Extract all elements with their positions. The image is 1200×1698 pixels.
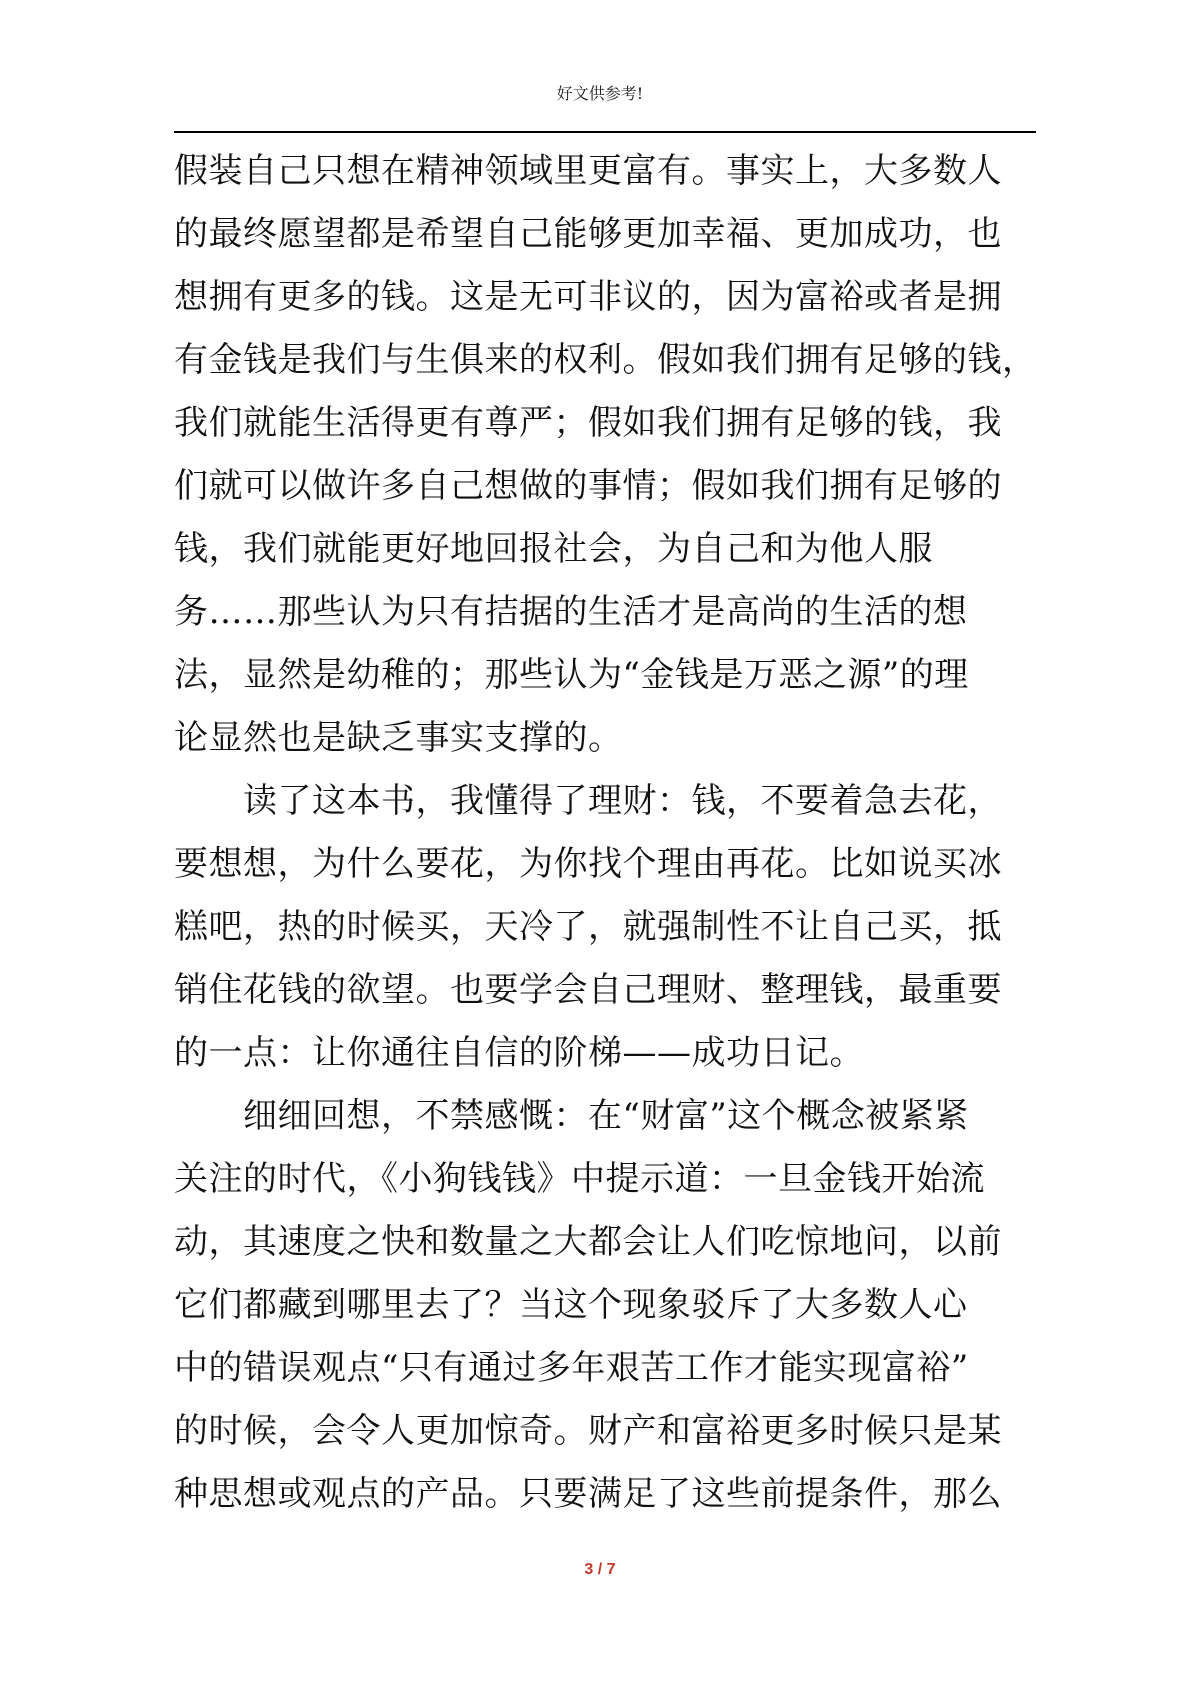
document-body: [174, 140, 1044, 1526]
text-line: 它们都藏到哪里去了？当这个现象驳斥了大多数人心: [174, 1285, 968, 1325]
text-line: 们就可以做许多自己想做的事情；假如我们拥有足够的: [174, 466, 1002, 506]
text-line: 论显然也是缺乏事实支撑的。: [174, 718, 623, 758]
text-line: 细细回想，不禁感慨：在“财富”这个概念被紧紧: [174, 1096, 969, 1136]
text-line: 想拥有更多的钱。这是无可非议的，因为富裕或者是拥: [174, 277, 1002, 317]
text-line: 的时候，会令人更加惊奇。财产和富裕更多时候只是某: [174, 1411, 1002, 1451]
text-line: 法，显然是幼稚的；那些认为“金钱是万恶之源”的理: [174, 655, 969, 695]
header-divider: [174, 131, 1036, 133]
text-line: 的最终愿望都是希望自己能够更加幸福、更加成功，也: [174, 214, 1002, 254]
page-number: 3 / 7: [584, 1561, 616, 1578]
text-line: 钱，我们就能更好地回报社会，为自己和为他人服: [174, 529, 933, 569]
text-line: 务……那些认为只有拮据的生活才是高尚的生活的想: [174, 592, 968, 632]
text-line: 读了这本书，我懂得了理财：钱，不要着急去花，: [174, 781, 1002, 821]
text-line: 我们就能生活得更有尊严；假如我们拥有足够的钱，我: [174, 403, 1002, 443]
text-line: 糕吧，热的时候买，天冷了，就强制性不让自己买，抵: [174, 907, 1002, 947]
text-line: 有金钱是我们与生俱来的权利。假如我们拥有足够的钱，: [174, 340, 1037, 380]
page-header: 好文供参考!: [556, 84, 644, 103]
text-line: 假装自己只想在精神领域里更富有。事实上，大多数人: [174, 151, 1002, 191]
text-line: 中的错误观点“只有通过多年艰苦工作才能实现富裕”: [174, 1348, 969, 1388]
text-line: 动，其速度之快和数量之大都会让人们吃惊地问，以前: [174, 1222, 1002, 1262]
text-line: 关注的时代，《小狗钱钱》中提示道：一旦金钱开始流: [174, 1159, 985, 1199]
text-line: 要想想，为什么要花，为你找个理由再花。比如说买冰: [174, 844, 1002, 884]
text-line: 的一点：让你通往自信的阶梯——成功日记。: [174, 1033, 864, 1073]
text-line: 种思想或观点的产品。只要满足了这些前提条件，那么: [174, 1474, 1002, 1514]
text-line: 销住花钱的欲望。也要学会自己理财、整理钱，最重要: [174, 970, 1002, 1010]
